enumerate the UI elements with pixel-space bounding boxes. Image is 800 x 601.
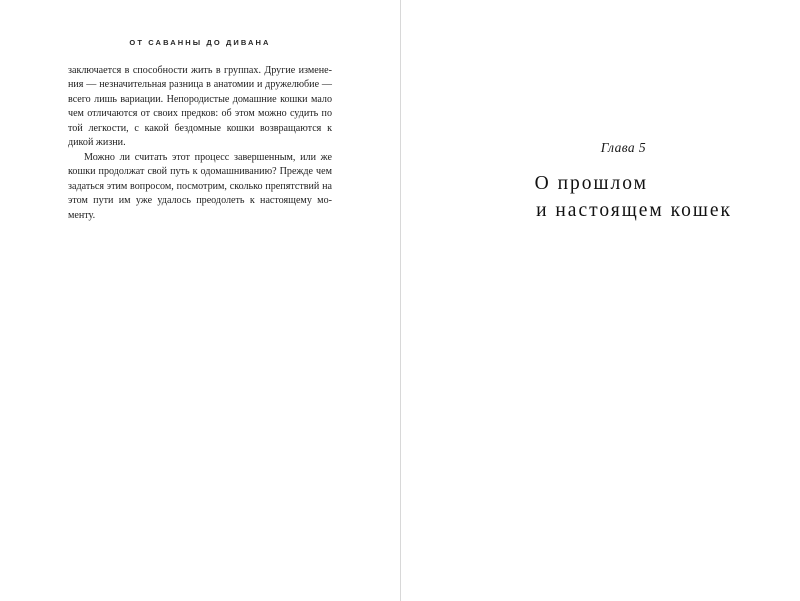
chapter-title-line-1: О прошлом xyxy=(534,173,648,194)
right-page xyxy=(400,0,800,601)
left-paragraph-2: Можно ли считать этот процесс завершенным, или же кошки продолжат свой путь к одомашниванию? Прежде чем задаться этим вопросом, посмотрим, сколько препятствий на этом пути им уже удалось преодолеть к настоящему моменту. xyxy=(68,151,332,221)
chapter-title xyxy=(432,170,732,224)
running-head: ОТ САВАННЫ ДО ДИВАНА xyxy=(129,38,271,47)
spine-line xyxy=(400,0,401,601)
chapter-heading xyxy=(432,140,732,224)
left-text-column xyxy=(68,64,332,223)
left-paragraph-1: заключается в способности жить в группах. Другие изменения — незначительная разница в анатомии и дружелюбие — всего лишь вариации. Непородистые домашние кошки мало чем отличаются от своих предков: об этом можно судить по той легкости, с какой бездомные кошки возвращаются к дикой жизни. xyxy=(68,65,332,149)
chapter-title-line-2: и настоящем кошек xyxy=(536,200,732,221)
chapter-number: Глава 5 xyxy=(600,140,646,155)
